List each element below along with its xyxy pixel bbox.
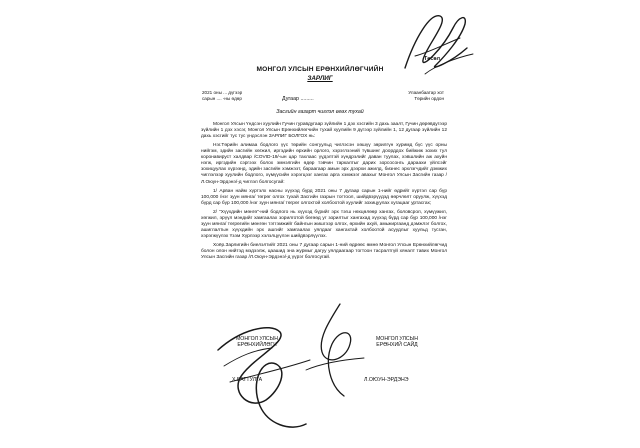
document-subtitle: ЗАРЛИГ [307, 75, 333, 82]
date-line-2: сарын .... -ны өдөр [202, 96, 242, 101]
document-body [201, 122, 447, 264]
body-paragraph: Хоёр.Зарлигийн биелэлтийг 2021 оны 7 дугаар сарын 1-ний өдрөөс өмнө Монгол Улсын Ерөнхийлөгчид болон олон нийтэд мэдээлж, цаашид эна журмыг дагуу уялдаагаар тогтоон тасралтгүй хяналт тавих Монгол Улсын Засгийн газар /Л.Оюун-Эрдэнэ/-д үүрэг болгосугай. [201, 243, 447, 261]
body-paragraph: 2/ "Хүүхдийн мөнгө"-ний бодлого нь хүүхэд бүрийг эрх тэгш нөхцөлөөр хангах, боловсрол, хүмүүжил, хөгжил, эрүүл мэндийг хамгаалах зорилготой бөгөөд уг зорилтыг хангахад хүүхэд бүрд сар бүр 100,000 /нэг зуун мянга/ төгрөгийн мөнгөн тэтгэмжийг байнгын жишгээр олгох, өрхийн ахуй, амьжиргаанд дэмжлэг болгох, ашиглалтын хүүхдийн эрх ашгийг хамгаалах уялдааг хангахтай холбоотой асуудлыг хуульд тусган, хэрэгжүүлэх Үзэм Хүрлээр хэлэлцүүлэн шийдвэрлүүлэх. [201, 209, 447, 240]
document-heading: Засгийн газарт чиглэл өгөх тухай [276, 109, 364, 115]
right-signature-scribble [300, 300, 370, 400]
right-signer-name: Л.ОЮУН-ЭРДЭНЭ [364, 377, 409, 383]
number-line: Дугаар ......... [282, 96, 314, 102]
left-signer-title-2: ЕРӨНХИЙЛӨГЧ [237, 342, 277, 349]
left-signer-name: Х.БАТТУЛГА [232, 377, 263, 383]
place-line: Улаанбаатар хот [408, 90, 444, 95]
date-line: 2021 оны ... дүгээр [202, 90, 243, 95]
draft-stamp: Төсөл [424, 56, 441, 62]
body-paragraph: Монгол Улсын Үндсэн хуулийн Гучин гуравдугаар зүйлийн 1 дэх хэсгийн 3 дахь заалт, Гучин дөрөвдүгээр зүйлийн 1 дэх хэсэг, Монгол Улсын Ерөнхийлөгчийн тухай хуулийн 9 дүгээр зүйлийн 1, 12 дугаар зүйлийн 12 дахь хэсгийг тус тус үндэслэн ЗАРЛИГ БОЛГОХ нь: [201, 122, 447, 140]
body-paragraph: 1/ Арван найм хүртэлх насны хүүхэд бүрд 2021 оны 7 дугаар сарын 1-нийг өдрийг хүртэл сар бүр 100,000 /нэг зуун мянга/ төгрөг олгох тухай Засгийн газрын тогтоол, шийдвэрүүдэд өөрчлөлт оруулж, хүүхэд бүрд сар бүр 100,000 /нэг зуун мянга/ төгрөг олгохтой холбоотой хуулийг зохицуулах хугацааг уртасгах; [201, 188, 447, 206]
place-line-2: Төрийн ордон [414, 96, 444, 101]
right-signer-title-2: ЕРӨНХИЙ САЙД [376, 342, 418, 349]
document-title: МОНГОЛ УЛСЫН ЕРӨНХИЙЛӨГЧИЙН [256, 66, 384, 73]
right-signer-title-1: МОНГОЛ УЛСЫН [375, 336, 419, 342]
left-signer-title-1: МОНГОЛ УЛСЫН [235, 336, 279, 342]
body-paragraph: Нэг.Төрийн алимаа бодлого үүс төрийн сонгуульд чиглэсэн хөшүү зөрилгүн хуримд бүс үүс орны нийгэм, эдийн засгийн хөгжил, иргэдийн өрхийн орлого, хэрэглээний түвшинг доорддох бийжиж зохих тул коронавируст халдвар /COVID-19/-ын цар тахлаас үүдэлтэй хүндрэлийг даван туулах, хэвшлийн аж ахуйн нэгж, иргэдийн сэргээх болох эмнэлгийн өдөр тэвчин таркалтыг дарих зорсосонгь дараахи үйлсэйг зохицуулах хүрээнд, эдийн засгийн хэмжээт, бараагаар амын эрх дээрхи ажилд, бизнес эрхлэгчдийг дэмжих чиглэлээр хуулийн бодлого, хүмүүсийн хэрэгцээг хангах арга хэмжээг авахыг Монгол Улсын Засгийн газар /Л.Оюун-Эрдэнэ/-д чиглэл болгосугай: [201, 143, 447, 185]
